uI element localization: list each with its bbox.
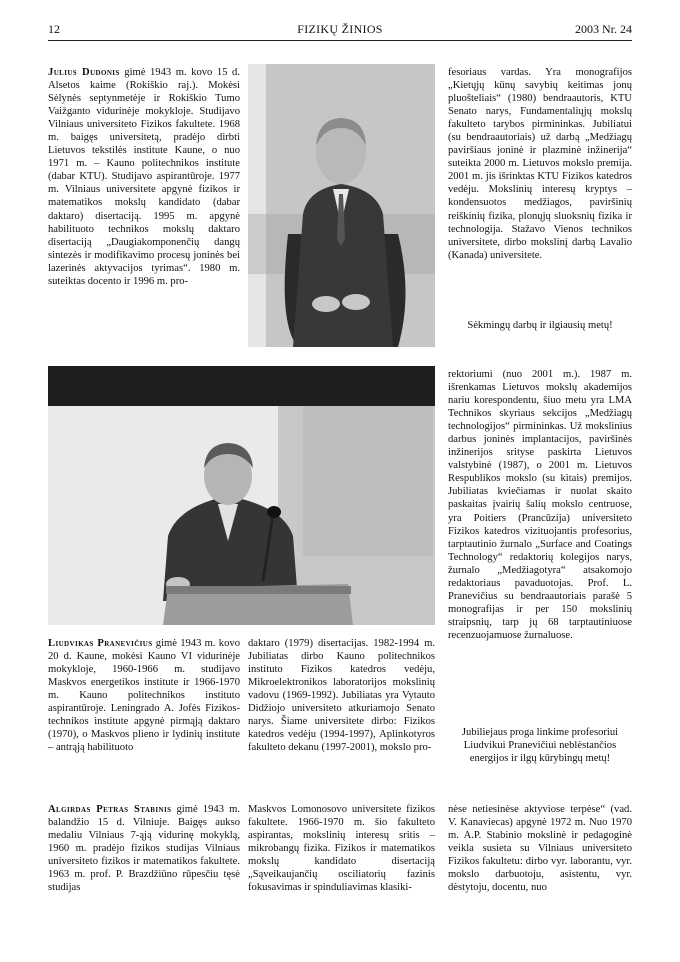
pranevicius-name: Liudvikas Pranevičius [48,638,153,649]
pranevicius-wish: Jubiliejaus proga linkime profesoriui Liudvikui Pranevičiui neblėstančios energijos ir ilgų kūrybingų metų! [461,727,619,765]
stabinis-text-2: Maskvos Lomonosovo universitete fizikos fakultete. 1966-1970 m. šio fakulteto aspirantas, mokslinių interesų sritis – mikrobangų fizika. Fizikos ir matematikos mokslų kandidato disertaciją „Sąveikaujančių osciliatorių fazinis fokusavimas ir spinduliavimas klasiki- [248,804,435,894]
stabinis-name: Algirdas Petras Stabinis [48,804,172,815]
stabinis-bio-col2 [248,803,435,894]
stabinis-bio-col3 [448,803,632,894]
stabinis-text-1: gimė 1943 m. balandžio 15 d. Vilniuje. Baigęs aukso medaliu Vilniaus 7-ąją vidurinę mokyklą, 1960 m. pradėjo fizikos studijas Vilniaus universiteto fizikos ir matematikos fakultete. 1963 m. prof. P. Brazdžiūno rūpesčiu tęsė studijas [48,804,240,894]
stabinis-bio-col1 [48,803,240,894]
pranevicius-text-3: rektoriumi (nuo 2001 m.). 1987 m. išrenkamas Lietuvos mokslų akademijos nariu korespondentu, šiuo metu yra LMA Technikos skyriaus sekcijos „Medžiagų technologijos“ pirmininkas. Už mokslinius darbus joninės implantacijos, paviršinės inžinerijos srityse paskirta Lietuvos valstybinė (1987), o 2001 m. Lietuvos Respublikos mokslo (su kitais) premijos. Jubiliatas kviečiamas ir nuolat skaito paskaitas įvairių šalių mokslo centruose, yra Poitiers (Prancūzija) universiteto Fizikos katedros vizituojantis profesorius, tarptautinio žurnalo „Surface and Coatings Technology“ redaktorių kolegijos narys, žurnalo „Medžiagotyra“ atsakomojo redaktoriaus pavaduotojas. Prof. L. Pranevičius su bendraautoriais parašė 5 monografijas ir per 150 mokslinių straipsnių, tarp jų 68 tarptautiniuose recenzuojamuose žurnaluose. [448,369,632,641]
pranevicius-text-1: gimė 1943 m. kovo 20 d. Kaune, mokėsi Kauno VI vidurinėje mokykloje, 1960-1966 m. studijavo Maskvos energetikos institute ir 1966-1970 m. Kauno politechnikos instituto aspirantūroje. Leningrado A. Jofės Fizikos-technikos institute apgynė pirmąją daktaro (1970), o Maskvos plieno ir lydinių institute – antrąją habilituoto [48,638,240,754]
dudonis-name: Julius Dudonis [48,67,120,78]
pranevicius-bio-col1 [48,637,240,754]
dudonis-bio-col1 [48,66,240,288]
header-rule [48,40,632,41]
page-number: 12 [48,22,60,36]
pranevicius-bio-col2 [248,637,435,754]
pranevicius-text-2: daktaro (1979) disertacijas. 1982-1994 m. Jubiliatas dirbo Kauno politechnikos instituto Fizikos katedros vedėju, Mikroelektronikos laboratorijos mokslinių vadovu (1969-1992). Jubiliatas yra Vytauto Didžiojo universiteto atkuriamojo Senato narys. Šiame universitete dirbo: Fizikos katedros vedėju (1994-1997), Aplinkotyros fakulteto dekanu (1997-2001), mokslo pro- [248,638,435,754]
pranevicius-bio-col3 [448,368,632,642]
dudonis-text-2: fesoriaus vardas. Yra monografijos „Kietųjų kūnų savybių keitimas jonų pluošteliais“ (1980) bendraautoris, KTU Senato narys, Fundamentaliųjų mokslų fakulteto tarybos pirmininkas. Jubiliatui (su bendraautoriais) už darbą „Medžiagų paviršiaus joninė ir plazminė inžinerija“ suteikta 2000 m. Lietuvos mokslo premija. 2001 m. jis išrinktas KTU Fizikos katedros vedėju. Mokslinių interesų kryptys – kondensuotos medžiagos, paviršinių reiškinių fizika, plonųjų sluoksnių fizika ir technologija. Stažavo Vienos technikos universitete, dirbo mokslinį darbą Lavalio (Kanada) universitete. [448,67,632,261]
dudonis-text-1: gimė 1943 m. kovo 15 d. Alsetos kaime (Rokiškio raj.). Mokėsi Sėlynės septynmetėje ir Rokiškio Tumo Vaižganto vidurinėje mokykloje. Studijavo Vilniaus universiteto Fizikos fakultete. 1968 m. baigęs universitetą, pradėjo dirbti Lietuvos tekstilės institute Kaune, o nuo 1971 m. – Kauno politechnikos institute (dabar KTU). Studijavo aspirantūroje. 1977 m. Vilniaus universitete apgynė fizikos ir matematikos mokslų kandidato (dabar daktaro) disertaciją. 1995 m. apgynė habilituoto technikos mokslų daktaro disertaciją „Daugiakomponenčių dangų sintezės ir modifikavimo procesų joninės bei lazerinės aktyvacijos tyrimas“. 1980 m. suteiktas docento ir 1996 m. pro- [48,67,240,287]
journal-title: FIZIKŲ ŽINIOS [297,22,383,36]
dudonis-wish: Sėkmingų darbų ir ilgiausių metų! [467,320,613,331]
dudonis-bio-col3 [448,66,632,262]
pranevicius-photo [48,366,435,625]
stabinis-text-3: nėse netiesinėse aktyviose terpėse“ (vad. V. Kanaviecas) apgynė 1972 m. Nuo 1970 m. A.P. Stabinio mokslinė ir pedagoginė veikla susieta su Vilniaus universiteto Fizikos fakultetu: dirbo vyr. laborantu, vyr. mokslo darbuotoju, asistentu, vyr. dėstytoju, docentu, nuo [448,804,632,894]
issue-label: 2003 Nr. 24 [575,22,632,36]
dudonis-photo [248,64,435,347]
